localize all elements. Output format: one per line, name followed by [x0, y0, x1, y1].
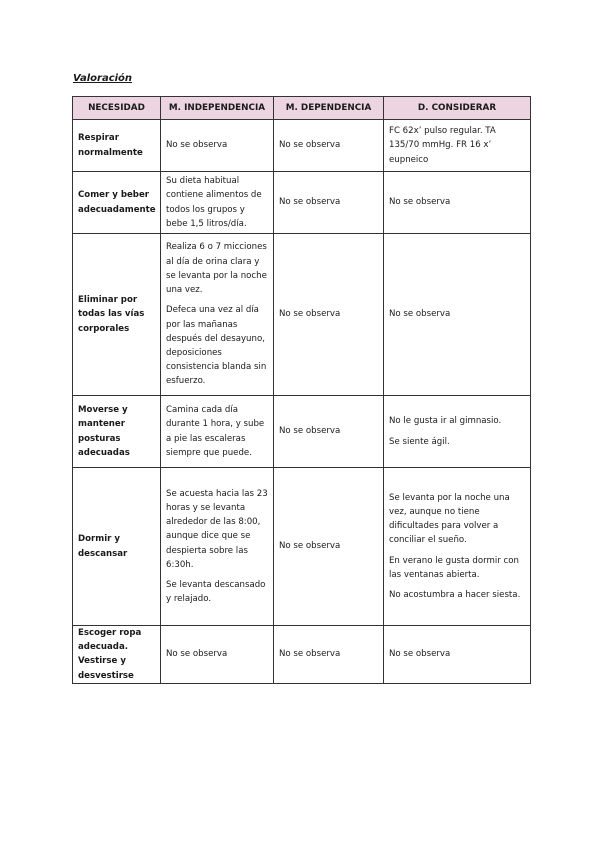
cell-paragraph: No le gusta ir al gimnasio.: [389, 416, 502, 427]
dependencia-cell: No se observa: [274, 468, 384, 626]
necesidad-cell: Comer y beber adecuadamente: [73, 172, 161, 234]
considerar-cell: [384, 626, 531, 684]
cell-paragraph: No se observa: [389, 649, 451, 660]
considerar-cell: [384, 234, 531, 396]
independencia-cell: [161, 468, 274, 626]
cell-paragraph: FC 62x’ pulso regular. TA 135/70 mmHg. FR 16 x’ eupneico: [389, 126, 496, 165]
cell-paragraph: Camina cada día durante 1 hora, y sube a pie las escaleras siempre que puede.: [166, 405, 265, 458]
considerar-cell: [384, 468, 531, 626]
table-row: [73, 626, 531, 684]
independencia-cell: [161, 234, 274, 396]
considerar-cell: [384, 172, 531, 234]
dependencia-cell: No se observa: [274, 172, 384, 234]
header-m-dependencia: M. DEPENDENCIA: [274, 97, 384, 120]
cell-paragraph: No acostumbra a hacer siesta.: [389, 590, 521, 600]
valoracion-table: [72, 96, 531, 684]
header-necesidad: NECESIDAD: [73, 97, 161, 120]
cell-paragraph: Defeca una vez al día por las mañanas después del desayuno, deposiciones consistencia blanda sin esfuerzo.: [166, 305, 267, 387]
cell-paragraph: Su dieta habitual contiene alimentos de todos los grupos y bebe 1,5 litros/día.: [166, 176, 262, 229]
table-row: [73, 234, 531, 396]
table-row: [73, 172, 531, 234]
section-heading: Valoración: [73, 73, 133, 84]
considerar-cell: [384, 120, 531, 172]
dependencia-cell: No se observa: [274, 626, 384, 684]
necesidad-cell: Eliminar por todas las vías corporales: [73, 234, 161, 396]
independencia-cell: [161, 396, 274, 468]
necesidad-cell: Moverse y mantener posturas adecuadas: [73, 396, 161, 468]
table-row: [73, 468, 531, 626]
cell-paragraph: No se observa: [389, 309, 451, 320]
cell-paragraph: Se levanta por la noche una vez, aunque no tiene dificultades para volver a conciliar el sueño.: [389, 492, 510, 546]
cell-paragraph: No se observa: [166, 140, 228, 151]
considerar-cell: [384, 396, 531, 468]
dependencia-cell: No se observa: [274, 396, 384, 468]
cell-paragraph: No se observa: [389, 197, 451, 208]
necesidad-cell: Escoger ropa adecuada. Vestirse y desvestirse: [73, 626, 161, 684]
table-row: [73, 120, 531, 172]
header-row: [73, 97, 531, 120]
necesidad-cell: Dormir y descansar: [73, 468, 161, 626]
cell-paragraph: En verano le gusta dormir con las ventanas abierta.: [389, 555, 519, 580]
table-row: [73, 396, 531, 468]
header-m-independencia: M. INDEPENDENCIA: [161, 97, 274, 120]
header-d-considerar: D. CONSIDERAR: [384, 97, 531, 120]
independencia-cell: [161, 172, 274, 234]
cell-paragraph: Se levanta descansado y relajado.: [166, 579, 266, 605]
cell-paragraph: Se acuesta hacia las 23 horas y se levanta alrededor de las 8:00, aunque dice que se despierta sobre las 6:30h.: [166, 488, 268, 570]
dependencia-cell: No se observa: [274, 120, 384, 172]
necesidad-cell: Respirar normalmente: [73, 120, 161, 172]
independencia-cell: [161, 120, 274, 172]
cell-paragraph: Se siente ágil.: [389, 436, 450, 447]
independencia-cell: [161, 626, 274, 684]
cell-paragraph: Realiza 6 o 7 micciones al día de orina clara y se levanta por la noche una vez.: [166, 242, 267, 296]
dependencia-cell: No se observa: [274, 234, 384, 396]
cell-paragraph: No se observa: [166, 649, 228, 660]
